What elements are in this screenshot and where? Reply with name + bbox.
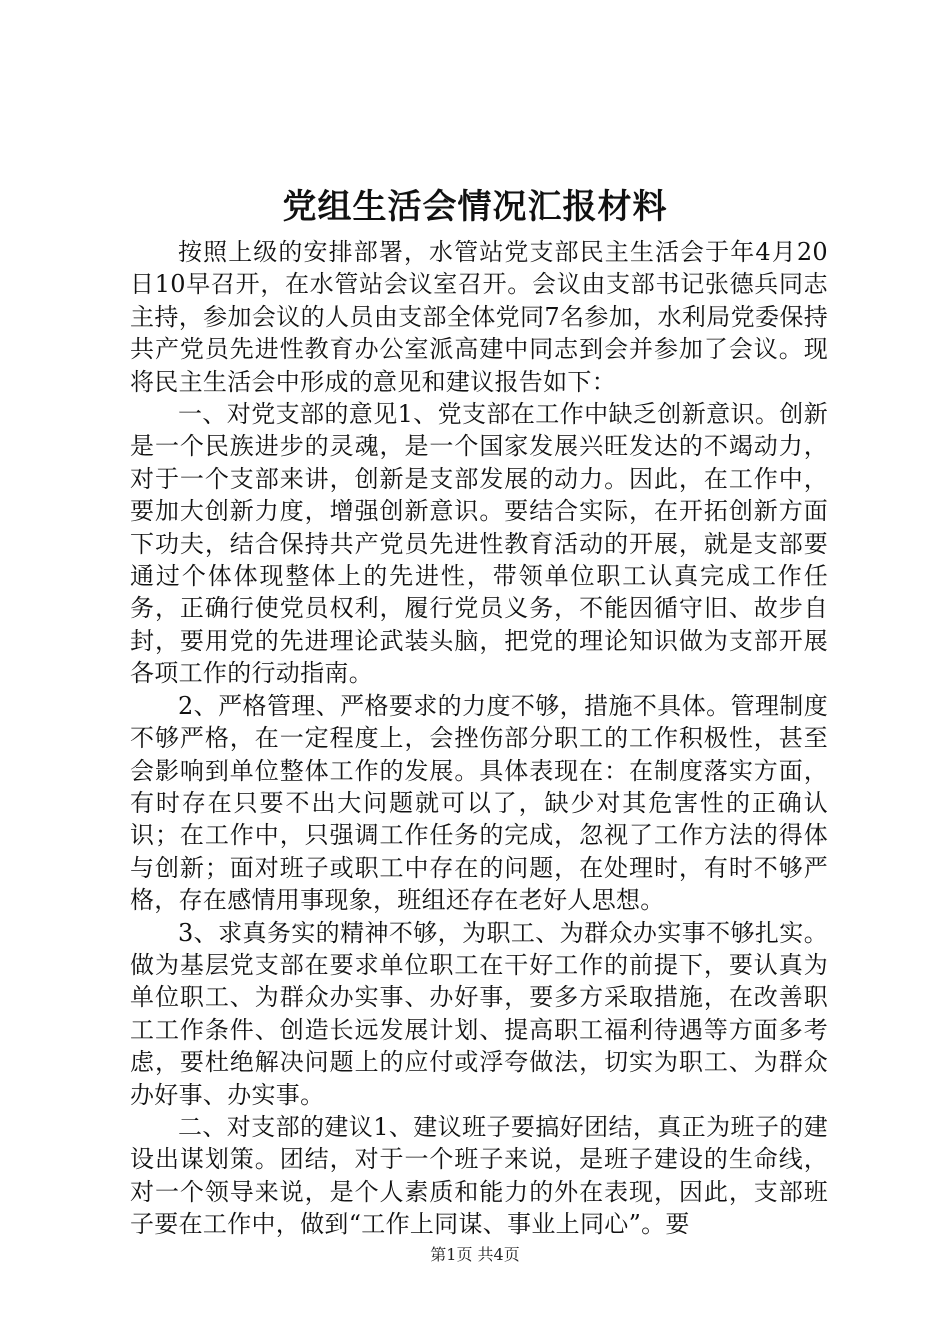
- page-footer: 第1页 共4页: [430, 1245, 520, 1264]
- paragraph-opinion-2: 2、严格管理、严格要求的力度不够，措施不具体。管理制度不够严格，在一定程度上，会挫伤部分职工的工作积极性，甚至会影响到单位整体工作的发展。具体表现在：在制度落实方面，有时存在只要不出大问题就可以了，缺少对其危害性的正确认识；在工作中，只强调工作任务的完成，忽视了工作方法的得体与创新；面对班子或职工中存在的问题，在处理时，有时不够严格，存在感情用事现象，班组还存在老好人思想。: [130, 691, 828, 915]
- document-body: [130, 236, 828, 1241]
- paragraph-intro: 按照上级的安排部署，水管站党支部民主生活会于年4月20日10早召开，在水管站会议室召开。会议由支部书记张德兵同志主持，参加会议的人员由支部全体党同7名参加，水利局党委保持共产党员先进性教育办公室派高建中同志到会并参加了会议。现将民主生活会中形成的意见和建议报告如下：: [130, 238, 828, 396]
- page-title: 党组生活会情况汇报材料: [282, 187, 668, 227]
- paragraph-suggestion-1: 二、对支部的建议1、建议班子要搞好团结，真正为班子的建设出谋划策。团结，对于一个班子来说，是班子建设的生命线，对一个领导来说，是个人素质和能力的外在表现，因此，支部班子要在工作中，做到“工作上同谋、事业上同心”。要: [130, 1112, 828, 1239]
- paragraph-opinion-3: 3、求真务实的精神不够，为职工、为群众办实事不够扎实。做为基层党支部在要求单位职工在干好工作的前提下，要认真为单位职工、为群众办实事、办好事，要多方采取措施，在改善职工工作条件、创造长远发展计划、提高职工福利待遇等方面多考虑，要杜绝解决问题上的应付或浮夸做法，切实为职工、为群众办好事、办实事。: [130, 918, 828, 1109]
- paragraph-opinion-1: 一、对党支部的意见1、党支部在工作中缺乏创新意识。创新是一个民族进步的灵魂，是一个国家发展兴旺发达的不竭动力，对于一个支部来讲，创新是支部发展的动力。因此，在工作中，要加大创新力度，增强创新意识。要结合实际，在开拓创新方面下功夫，结合保持共产党员先进性教育活动的开展，就是支部要通过个体体现整体上的先进性，带领单位职工认真完成工作任务，正确行使党员权利，履行党员义务，不能因循守旧、故步自封，要用党的先进理论武装头脑，把党的理论知识做为支部开展各项工作的行动指南。: [130, 400, 828, 688]
